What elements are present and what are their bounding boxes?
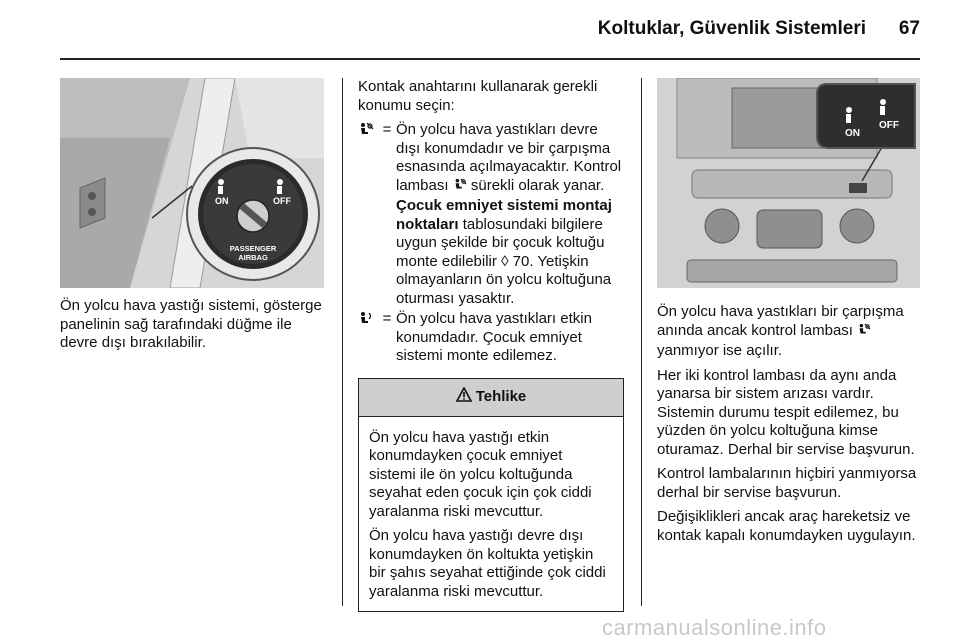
danger-title: Tehlike <box>475 387 527 405</box>
figure-airbag-key-switch <box>60 78 324 288</box>
def-off-page-reference: 70. Yetişkin olmayanların ön yolcu koltuğuna oturması yasaktır. <box>396 252 612 307</box>
paragraph-4: Değişiklikleri ancak araç hareketsiz ve kontak kapalı konumdayken uygulayın. <box>657 508 916 544</box>
column-divider-right <box>641 78 642 606</box>
figure-caption: Ön yolcu hava yastığı sistemi, gösterge panelinin sağ tarafındaki düğme ile devre dışı bırakılabilir. <box>60 297 322 351</box>
definition-equals: = <box>382 121 392 138</box>
watermark: carmanualsonline.info <box>602 615 827 640</box>
airbag-off-icon <box>358 121 378 308</box>
switch-on-label: ON <box>215 196 229 206</box>
child-restraint-table-link[interactable]: Çocuk emniyet sistemi montaj noktaları <box>396 197 612 233</box>
switch-off-label: OFF <box>273 196 291 206</box>
lamp-off-label: OFF <box>879 120 899 131</box>
airbag-off-lamp-icon <box>857 323 871 343</box>
switch-caption-line2: AIRBAG <box>238 253 268 262</box>
paragraph-1 <box>657 303 927 361</box>
column-middle <box>358 78 626 612</box>
header-divider <box>60 58 920 60</box>
airbag-on-icon <box>358 310 378 366</box>
danger-paragraph-1: Ön yolcu hava yastığı etkin konumdayken çocuk emniyet sistemi ile ön yolcu koltuğunda seyahat eden çocuk için çok ciddi yaralanma riski mevcuttur. <box>369 428 592 520</box>
paragraph-1-part2: yanmıyor ise açılır. <box>657 342 783 359</box>
danger-box <box>358 378 624 613</box>
column-right <box>657 303 927 551</box>
switch-caption-line1: PASSENGER <box>229 244 277 253</box>
danger-header <box>359 379 623 417</box>
definition-airbag-on <box>358 310 626 366</box>
danger-body <box>359 417 623 612</box>
def-off-text-part3: tablosundaki bilgilere uygun şekilde bir çocuk koltuğu monte edilebilir <box>396 215 605 270</box>
def-off-text-part1: Ön yolcu hava yastıkları devre dışı konumdadır ve bir çarpışma esnasında açılmayacaktır. Kontrol lambası <box>396 121 622 194</box>
def-off-text-part2: sürekli olarak yanar. <box>466 176 605 194</box>
warning-triangle-icon <box>456 387 472 408</box>
column-divider-left <box>342 78 343 606</box>
figure-airbag-indicator-lamps <box>657 78 920 288</box>
page-reference-arrow-icon: ◊ <box>501 252 509 270</box>
paragraph-2: Her iki kontrol lambası da aynı anda yanarsa bir sistem arızası vardır. Sistemin durumu tespit edilemez, bu yüzden ön yolcu koltuğuna kimse oturamaz. Derhal bir servise başvurun. <box>657 366 915 458</box>
page-title: Koltuklar, Güvenlik Sistemleri <box>597 18 866 39</box>
definition-airbag-on-text: Ön yolcu hava yastıkları etkin konumdadır. Çocuk emniyet sistemi monte edilemez. <box>396 310 592 364</box>
airbag-off-lamp-icon <box>453 178 467 198</box>
definition-equals: = <box>382 310 392 327</box>
danger-paragraph-2: Ön yolcu hava yastığı devre dışı konumdayken ön koltukta yetişkin bir şahıs seyahat ettiğinde çok ciddi yaralanma riski mevcuttur. <box>369 527 606 600</box>
intro-paragraph: Kontak anahtarını kullanarak gerekli konumu seçin: <box>358 78 598 114</box>
paragraph-1-part1: Ön yolcu hava yastıkları bir çarpışma anında ancak kontrol lambası <box>657 303 904 339</box>
definition-airbag-off-text <box>396 121 626 308</box>
lamp-on-label: ON <box>845 128 860 139</box>
definition-airbag-off <box>358 121 626 308</box>
page-number: 67 <box>898 18 920 39</box>
paragraph-3: Kontrol lambalarının hiçbiri yanmıyorsa derhal bir servise başvurun. <box>657 465 917 501</box>
